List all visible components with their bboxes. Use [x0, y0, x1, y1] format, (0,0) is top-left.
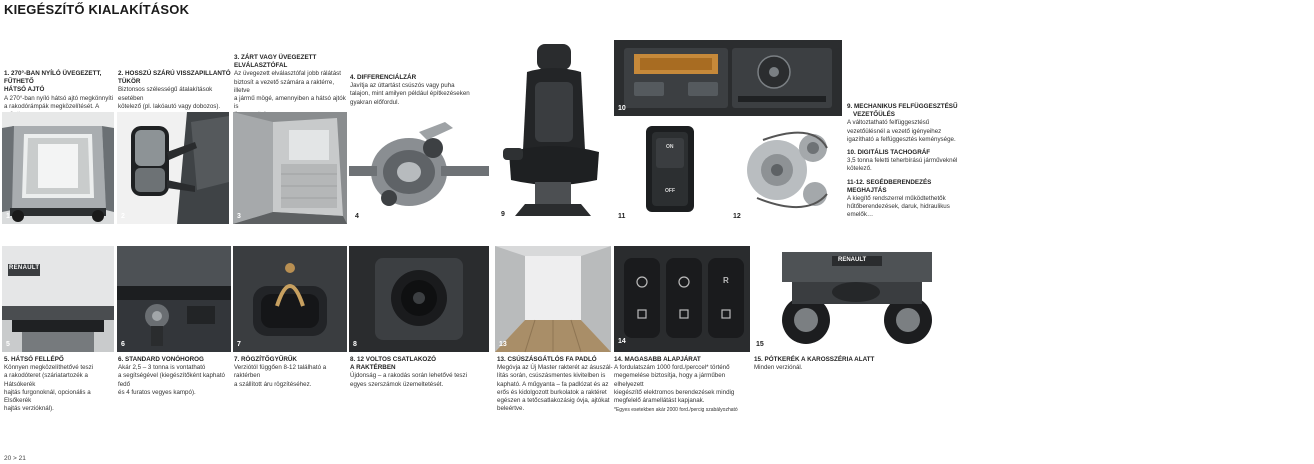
photo-rear-step [2, 246, 114, 352]
heading-1a: 1. 270°-BAN NYÍLÓ ÜVEGEZETT, FŰTHETŐ [4, 70, 102, 86]
text-block-3 [234, 54, 350, 120]
heading-4: 4. DIFFERENCIÁLZÁR [350, 74, 417, 81]
photo-number-3: 3 [237, 213, 241, 220]
heading-15: 15. PÓTKERÉK A KAROSSZÉRIA ALATT [754, 356, 875, 363]
line: Akár 2,5 – 3 tonna is vontatható [118, 364, 206, 372]
photo-number-6: 6 [121, 341, 125, 348]
line: biztosít a vezető számára a raktérre, illetve [234, 78, 335, 94]
heading-11: 11-12. SEGÉDBERENDEZÉS MEGHAJTÁS [847, 178, 932, 194]
heading-2a: 2. HOSSZÚ SZÁRÚ VISSZAPILLANTÓ [118, 70, 231, 77]
line: egészen a tetőcsatlakozásig óvja, ajtókat [497, 397, 610, 405]
footnote: *Egyes esetekben akár 2000 ford./percig szabályozható [614, 407, 738, 414]
text-block-13 [497, 356, 613, 413]
photo-switch [614, 118, 726, 224]
heading-9a: 9. MECHANIKUS FELFÜGGESZTÉSŰ [847, 103, 958, 110]
line: igazítható a felfüggesztés keménysége. [847, 135, 956, 143]
line: emelők… [847, 211, 874, 219]
heading-1b: HÁTSÓ AJTÓ [4, 86, 45, 94]
heading-6: 6. STANDARD VONÓHOROG [118, 356, 204, 363]
photo-mirror [117, 112, 229, 224]
line: Az üvegezett elválasztófal jobb rálátást [234, 70, 341, 78]
heading-14: 14. MAGASABB ALAPJÁRAT [614, 356, 701, 363]
photo-number-4: 4 [355, 213, 359, 220]
line: megemelése biztosítja, hogy a járműben elhelyezett [614, 372, 726, 388]
photo-number-2: 2 [121, 213, 125, 220]
line: Verziótól függően 8-12 található a raktérben [234, 364, 327, 380]
switch-label-off: OFF [665, 188, 675, 194]
line: a jármű mögé, amennyiben a hátsó ajtók is [234, 95, 346, 111]
photo-tie-down [233, 246, 347, 352]
line: A kiegítő rendszerrel működtethetők [847, 195, 946, 203]
photo-wood-floor [495, 246, 611, 352]
line: talajon, mint amilyen például építkezéseken [350, 90, 470, 98]
line: egyes szerszámok üzemeltetését. [350, 380, 444, 388]
photo-seat [495, 40, 611, 224]
line: Javítja az úttartást csúszós vagy puha [350, 82, 455, 90]
line: gyakran előfordul. [350, 98, 400, 106]
heading-3b: ELVÁLASZTÓFAL [234, 62, 288, 70]
text-block-2 [118, 70, 233, 111]
text-block-7 [234, 356, 350, 389]
tacho-button-1: 1 [1257, 86, 1261, 92]
text-block-14 [614, 356, 754, 414]
photo-spare-wheel [752, 246, 958, 352]
line: vezetőülésnél a vezető igényeihez [847, 127, 942, 135]
photo-number-5: 5 [6, 341, 10, 348]
photo-rear-door [2, 112, 114, 224]
line: kötelező. [847, 165, 872, 173]
photo-number-7: 7 [237, 341, 241, 348]
line: Könnyen megközelíthetővé teszi [4, 364, 94, 372]
photo-towbar [117, 246, 231, 352]
line: erős és kidolgozott burkolatok a raktéret [497, 388, 607, 396]
renault-badge: RENAULT [9, 265, 40, 271]
line: A fordulatszám 1000 ford./perccel* történő [614, 364, 730, 372]
line: és 4 furatos vegyes kampó). [118, 388, 196, 396]
heading-8a: 8. 12 VOLTOS CSATLAKOZÓ [350, 356, 437, 363]
line: a szállított áru rögzítéséhez. [234, 380, 312, 388]
text-block-6 [118, 356, 232, 397]
photo-idle-buttons [614, 246, 750, 352]
text-block-9 [847, 103, 959, 220]
photo-number-9: 9 [501, 211, 505, 218]
line: kapható. A műgyanta – fa padlózat és az [497, 380, 609, 388]
photo-number-15: 15 [756, 341, 764, 348]
heading-2b: TÜKÖR [118, 78, 141, 86]
line: a segítségével (kiegészítőként kapható fedő [118, 372, 225, 388]
line: hajtás verzióknál). [4, 405, 54, 413]
photo-engine [727, 118, 842, 224]
photo-number-8: 8 [353, 341, 357, 348]
text-block-8 [350, 356, 490, 389]
text-block-4 [350, 74, 490, 107]
heading-7: 7. RÖGZÍTŐGYŰRŰK [234, 356, 297, 363]
page-number: 20 > 21 [4, 455, 26, 462]
photo-socket [349, 246, 489, 352]
photo-number-1: 1 [6, 213, 10, 220]
heading-3a: 3. ZÁRT VAGY ÜVEGEZETT [234, 54, 317, 61]
line: 3,5 tonna feletti teherbírású járműveknél [847, 157, 958, 165]
line: a rakodórámpák megközelítését. A [4, 102, 99, 110]
line: beleértve. [497, 405, 525, 413]
photo-number-14: 14 [618, 338, 626, 345]
switch-label-on: ON [666, 144, 674, 150]
photo-partition [233, 112, 347, 224]
line: A változtatható felfüggesztésű [847, 119, 930, 127]
photo-number-10: 10 [618, 105, 626, 112]
line: a rakodóteret (száriatartozék a Hátsókerék [4, 372, 88, 388]
line: kiegészítő elektromos berendezések mindig [614, 388, 735, 396]
line: hajtás furgonoknál, opcionális a Elsőkerék [4, 388, 91, 405]
line: hűtőberendezések, daruk, hidraulikus [847, 203, 950, 211]
renault-badge-15: RENAULT [838, 257, 867, 263]
heading-10: 10. DIGITÁLIS TACHOGRÁF [847, 149, 931, 157]
text-block-5 [4, 356, 116, 413]
page-title: KIEGÉSZÍTŐ KIALAKÍTÁSOK [4, 2, 190, 17]
heading-5: 5. HÁTSÓ FELLÉPŐ [4, 356, 64, 363]
tacho-button-2: 2 [1311, 86, 1314, 92]
photo-number-12: 12 [733, 213, 741, 220]
socket-letter: R [723, 276, 729, 285]
line: lítás során, csúszásmentes kivitelben is [497, 372, 606, 380]
photo-number-13: 13 [499, 341, 507, 348]
line: Biztonsos szélességű átalakítások esetében [118, 86, 213, 102]
line: kötelező (pl. lakóautó vagy dobozos). [118, 102, 221, 110]
photo-number-11: 11 [618, 213, 626, 220]
heading-9b: VEZETŐÜLÉS [853, 111, 895, 119]
line: A 270°-ban nyíló hátsó ajtó megkönnyíti [4, 94, 114, 102]
line: Újdonság – a rakodás során lehetővé teszi [350, 372, 467, 380]
line: megfelelő áramellátást kapjanak. [614, 397, 705, 405]
heading-8b: A RAKTÉRBEN [350, 364, 396, 372]
text-block-15 [754, 356, 954, 372]
photo-differential [349, 112, 489, 224]
line: Minden verziónál. [754, 364, 803, 372]
line: Megóvja az Új Master rakterét az ásuszál- [497, 364, 613, 372]
heading-13: 13. CSÚSZÁSGÁTLÓS FA PADLÓ [497, 356, 597, 363]
